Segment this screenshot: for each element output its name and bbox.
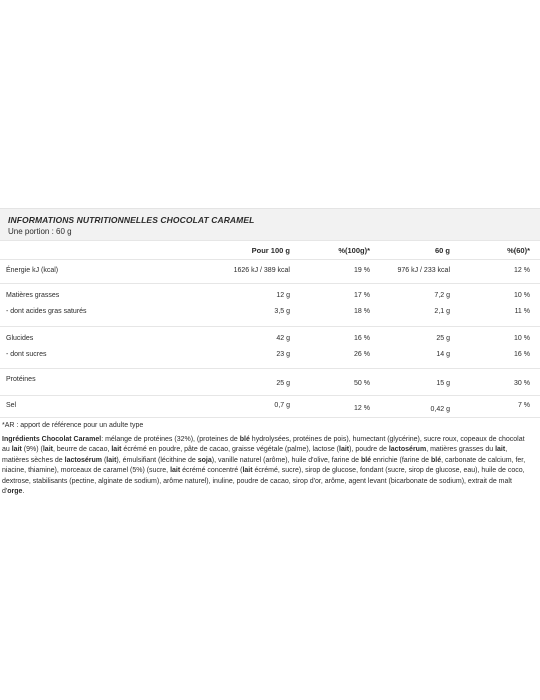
- allergen-text: lait: [11, 446, 22, 454]
- divider: [0, 259, 540, 260]
- value-pct60: 30 %: [514, 380, 530, 387]
- divider: [0, 417, 540, 418]
- value-pct60: 10 %: [514, 335, 530, 342]
- ingredient-text: ), émulsifiant (lécithine de: [116, 456, 198, 464]
- ingredient-text: , beurre de cacao,: [52, 446, 112, 454]
- ingredient-text: écrémé en poudre, pâte de cacao, graisse végétale (palme), lactose (: [121, 446, 339, 454]
- allergen-text: lait: [106, 456, 117, 464]
- value-pct100: 17 %: [354, 292, 370, 299]
- value-pct60: 7 %: [517, 402, 530, 409]
- ingredient-text: : mélange de protéines (32%), (proteines de: [101, 436, 240, 443]
- allergen-text: lactosérum: [64, 456, 103, 464]
- allergen-text: lait: [111, 446, 122, 454]
- portion-size: Une portion : 60 g: [8, 227, 72, 236]
- ingredient-text: , carbonate de calcium, fer, niacine, thiamine), morceaux de caramel (5%) (sucre,: [2, 456, 526, 475]
- allergen-text: lait: [339, 446, 350, 454]
- row-label: - dont acides gras saturés: [6, 308, 87, 315]
- value-pct60: 12 %: [514, 267, 530, 274]
- ingredient-text: (9%) (: [21, 446, 43, 454]
- value-pct60: 11 %: [514, 308, 530, 315]
- value-per100: 42 g: [276, 335, 290, 342]
- row-label: Matières grasses: [6, 292, 60, 299]
- value-per60: 2,1 g: [434, 308, 450, 315]
- value-per100: 25 g: [276, 380, 290, 387]
- allergen-text: lait: [495, 446, 506, 454]
- ingredients-paragraph: [2, 435, 532, 497]
- ingredient-text: écrémé, sucre), sirop de glucose, fondant (sucre, sirop de glucose, eau), huile de coco, dextrose, stabilisants (pectine, alginate de sodium), arôme naturel), inuline, poudre de cacao, sirop d'or, arôme, agent levant (bicarbonate de sodium), extrait de malt d': [2, 467, 525, 496]
- ingredients-text: [2, 436, 525, 495]
- value-pct100: 18 %: [354, 308, 370, 315]
- ingredient-text: enrichie (farine de: [371, 456, 431, 464]
- allergen-text: blé: [431, 456, 442, 464]
- row-label: Protéines: [6, 376, 36, 383]
- value-pct100: 16 %: [354, 335, 370, 342]
- value-pct60: 16 %: [514, 351, 530, 358]
- value-per60: 7,2 g: [434, 292, 450, 299]
- allergen-text: lait: [42, 446, 53, 454]
- value-per100: 0,7 g: [274, 402, 290, 409]
- nutrition-header: [0, 208, 540, 241]
- value-per100: 1626 kJ / 389 kcal: [233, 267, 290, 274]
- allergen-text: blé: [360, 456, 372, 464]
- value-per100: 12 g: [276, 292, 290, 299]
- allergen-text: lait: [242, 467, 253, 475]
- value-per60: 14 g: [436, 351, 450, 358]
- allergen-text: lait: [170, 467, 181, 475]
- ingredient-text: ), vanille naturel (arôme), huile d'olive, farine de: [211, 456, 361, 464]
- ingredient-text: hydrolysées, protéines de pois), humectant (glycérine), sucre roux, copeaux de chocolat au: [2, 436, 525, 454]
- value-per60: 0,42 g: [430, 406, 450, 413]
- value-per60: 25 g: [436, 335, 450, 342]
- ingredient-text: .: [22, 488, 25, 496]
- divider: [0, 395, 540, 396]
- allergen-text: orge: [7, 488, 23, 496]
- ingredient-text: écrémé concentré (: [180, 467, 243, 475]
- value-per100: 23 g: [276, 351, 290, 358]
- allergen-text: soja: [197, 456, 212, 464]
- row-label: Énergie kJ (kcal): [6, 267, 59, 274]
- nutrition-header-panel: [0, 208, 540, 241]
- value-pct100: 12 %: [354, 405, 370, 412]
- divider: [0, 283, 540, 284]
- row-label: Sel: [6, 402, 17, 409]
- divider: [0, 326, 540, 327]
- column-header-pct60: %(60)*: [507, 246, 530, 255]
- ingredient-text: (: [102, 456, 107, 464]
- ingredient-text: , matières sèches de: [2, 446, 508, 464]
- footnote: *AR : apport de référence pour un adulte type: [2, 422, 144, 429]
- value-per100: 3,5 g: [274, 308, 290, 315]
- value-pct100: 26 %: [354, 351, 370, 358]
- divider: [0, 240, 540, 241]
- divider: [0, 368, 540, 369]
- value-pct100: 19 %: [354, 267, 370, 274]
- ingredients-title: Ingrédients Chocolat Caramel: [2, 436, 102, 443]
- row-label: Glucides: [6, 335, 34, 342]
- value-per60: 15 g: [436, 380, 450, 387]
- value-pct100: 50 %: [354, 380, 370, 387]
- allergen-text: blé: [239, 436, 250, 443]
- allergen-text: lactosérum: [388, 446, 427, 454]
- column-header-per100: Pour 100 g: [251, 246, 290, 255]
- column-header-pct100: %(100g)*: [338, 246, 370, 255]
- value-per60: 976 kJ / 233 kcal: [397, 267, 450, 274]
- ingredient-text: , matières grasses du: [426, 446, 496, 454]
- nutrition-title: INFORMATIONS NUTRITIONNELLES CHOCOLAT CARAMEL: [8, 215, 255, 225]
- value-pct60: 10 %: [514, 292, 530, 299]
- column-header-per60: 60 g: [434, 246, 450, 255]
- ingredient-text: ), poudre de: [349, 446, 389, 454]
- row-label: - dont sucres: [6, 351, 47, 358]
